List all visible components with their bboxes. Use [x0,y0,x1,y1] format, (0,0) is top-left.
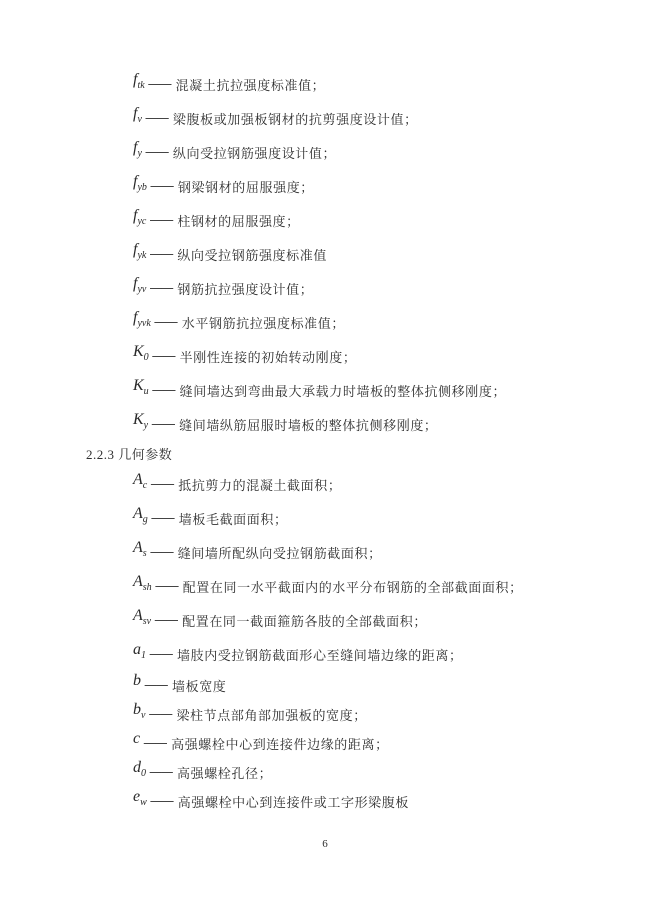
symbol [133,174,147,193]
symbol-letter: A [133,572,143,590]
symbol-definition-row [133,338,610,372]
symbol-definition-row [133,372,610,406]
symbol-description: 缝间墙所配纵向受拉钢筋截面积； [177,545,382,561]
symbol [133,310,151,329]
symbol-description: 纵向受拉钢筋强度设计值； [172,145,337,161]
symbol-letter: c [133,730,141,747]
symbol [133,412,148,431]
em-dash: —— [143,736,167,751]
symbol-description: 半刚性连接的初始转动刚度； [179,349,357,365]
symbol-definition-row [133,636,610,670]
em-dash: —— [144,678,167,693]
symbol-description: 梁柱节点部角部加强板的宽度； [176,708,367,723]
symbol-definition-row [133,100,610,134]
symbol-letter: A [133,504,143,522]
symbol-subscript: tk [137,79,145,91]
symbol-letter: A [133,538,143,556]
symbol [133,344,149,363]
symbol-definition-row [133,202,610,236]
symbol-definition-row [133,699,610,728]
symbol-subscript: s [142,547,147,559]
em-dash: —— [153,314,177,330]
symbol-letter: f [133,206,138,224]
symbol-letter: f [133,274,138,292]
symbol-definition-row [133,568,610,602]
symbol-definition-row [133,500,610,534]
symbol-definition-row [133,534,610,568]
symbol-letter: f [133,308,138,326]
symbol [133,574,152,593]
symbol-definition-row [133,728,610,757]
symbol-description: 柱钢材的屈服强度； [177,213,300,229]
symbol [133,731,140,750]
em-dash: —— [149,646,172,662]
symbol-letter: f [133,70,138,88]
em-dash: —— [149,178,173,194]
em-dash: —— [151,416,175,432]
symbol-letter: e [133,788,141,805]
symbol [133,702,145,721]
symbol-description: 水平钢筋抗拉强度标准值； [181,315,345,331]
em-dash: —— [148,707,172,722]
em-dash: —— [149,765,172,780]
symbol-subscript: 1 [141,649,146,661]
symbol-letter: K [133,410,144,428]
symbol-definition-row [133,466,610,500]
symbol-description: 墙板毛截面面积； [178,511,288,527]
symbol [133,378,149,397]
symbol-definition-row [133,236,610,270]
symbol-description: 抵抗剪力的混凝土截面积； [178,477,342,493]
symbol-letter: f [133,138,138,156]
symbol-subscript: yv [137,283,147,295]
symbol-definition-row [133,304,610,338]
symbol-definition-row [133,134,610,168]
symbol-subscript: u [143,385,149,397]
symbol-description: 钢筋抗拉强度设计值； [177,281,314,297]
symbol-letter: f [133,240,138,258]
symbol [133,208,146,227]
symbol-definition-row [133,406,610,440]
symbol-letter: f [133,172,138,190]
em-dash: —— [154,578,178,594]
em-dash: —— [144,110,168,126]
em-dash: —— [149,246,173,262]
symbol-subscript: 0 [141,768,146,779]
symbol-subscript: v [141,710,146,721]
symbol-description: 高强螺栓孔径； [177,766,273,781]
symbol-subscript: yb [137,181,147,193]
symbol-description: 墙肢内受拉钢筋截面形心至缝间墙边缘的距离； [177,647,463,663]
symbol [133,140,142,159]
symbol-definition-row [133,270,610,304]
section-heading: 2.2.3 几何参数 [86,446,173,462]
symbol-description: 混凝土抗拉强度标准值； [175,77,326,93]
symbol-description: 高强螺栓中心到连接件或工字形梁腹板 [177,795,409,810]
symbol-description: 墙板宽度 [172,679,227,694]
symbol-subscript: w [140,797,147,808]
symbol-subscript: yvk [137,317,151,329]
symbol-description: 高强螺栓中心到连接件边缘的距离； [171,737,389,752]
symbol [133,540,147,559]
symbol-definition-row [133,168,610,202]
em-dash: —— [149,212,173,228]
symbol-definition-row [133,66,610,100]
symbol-subscript: sv [142,615,152,627]
symbol-subscript: yk [137,249,147,261]
em-dash: —— [150,476,174,492]
page-number: 6 [322,838,328,850]
symbol [133,789,147,808]
em-dash: —— [149,280,173,296]
symbol-subscript: v [137,113,142,125]
symbol-letter: f [133,104,138,122]
symbol-list-strength [86,66,610,440]
symbol-letter: b [133,701,141,718]
symbol-subscript: sh [142,581,152,593]
em-dash: —— [147,76,171,92]
symbol-definition-row [133,757,610,786]
symbol [133,72,145,91]
symbol-letter: K [133,342,144,360]
symbol-definition-row [133,786,610,815]
em-dash: —— [151,382,175,398]
symbol-subscript: yc [137,215,147,227]
symbol [133,106,142,125]
em-dash: —— [151,348,175,364]
symbol-list-geometry [86,466,610,815]
symbol-description: 梁腹板或加强板钢材的抗剪强度设计值； [172,111,418,127]
symbol-letter: A [133,470,143,488]
symbol-subscript: 0 [143,351,149,363]
symbol [133,276,146,295]
symbol-description: 钢梁钢材的屈服强度； [177,179,314,195]
symbol [133,608,151,627]
symbol-description: 配置在同一水平截面内的水平分布钢筋的全部截面面积； [182,579,523,595]
symbol [133,242,146,261]
symbol-definition-row [133,670,610,699]
symbol [133,472,147,491]
symbol-definition-row [133,602,610,636]
symbol-letter: b [133,672,141,689]
em-dash: —— [150,510,174,526]
symbol [133,642,146,661]
em-dash: —— [149,794,173,809]
symbol [133,673,141,692]
symbol-letter: A [133,606,143,624]
symbol-description: 缝间墙达到弯曲最大承载力时墙板的整体抗侧移刚度； [179,383,507,399]
symbol [133,506,148,525]
symbol-subscript: g [142,513,148,525]
symbol-letter: a [133,640,141,658]
symbol-subscript: c [142,479,148,491]
em-dash: —— [149,544,173,560]
symbol [133,760,146,779]
symbol-letter: K [133,376,144,394]
symbol-description: 纵向受拉钢筋强度标准值 [177,247,327,263]
symbol-letter: d [133,759,141,776]
symbol-subscript: y [137,147,142,159]
symbol-subscript: y [143,419,149,431]
symbol-description: 缝间墙纵筋屈服时墙板的整体抗侧移刚度； [179,417,438,433]
em-dash: —— [144,144,168,160]
em-dash: —— [154,612,178,628]
symbol-description: 配置在同一截面箍筋各肢的全部截面积； [182,613,427,629]
